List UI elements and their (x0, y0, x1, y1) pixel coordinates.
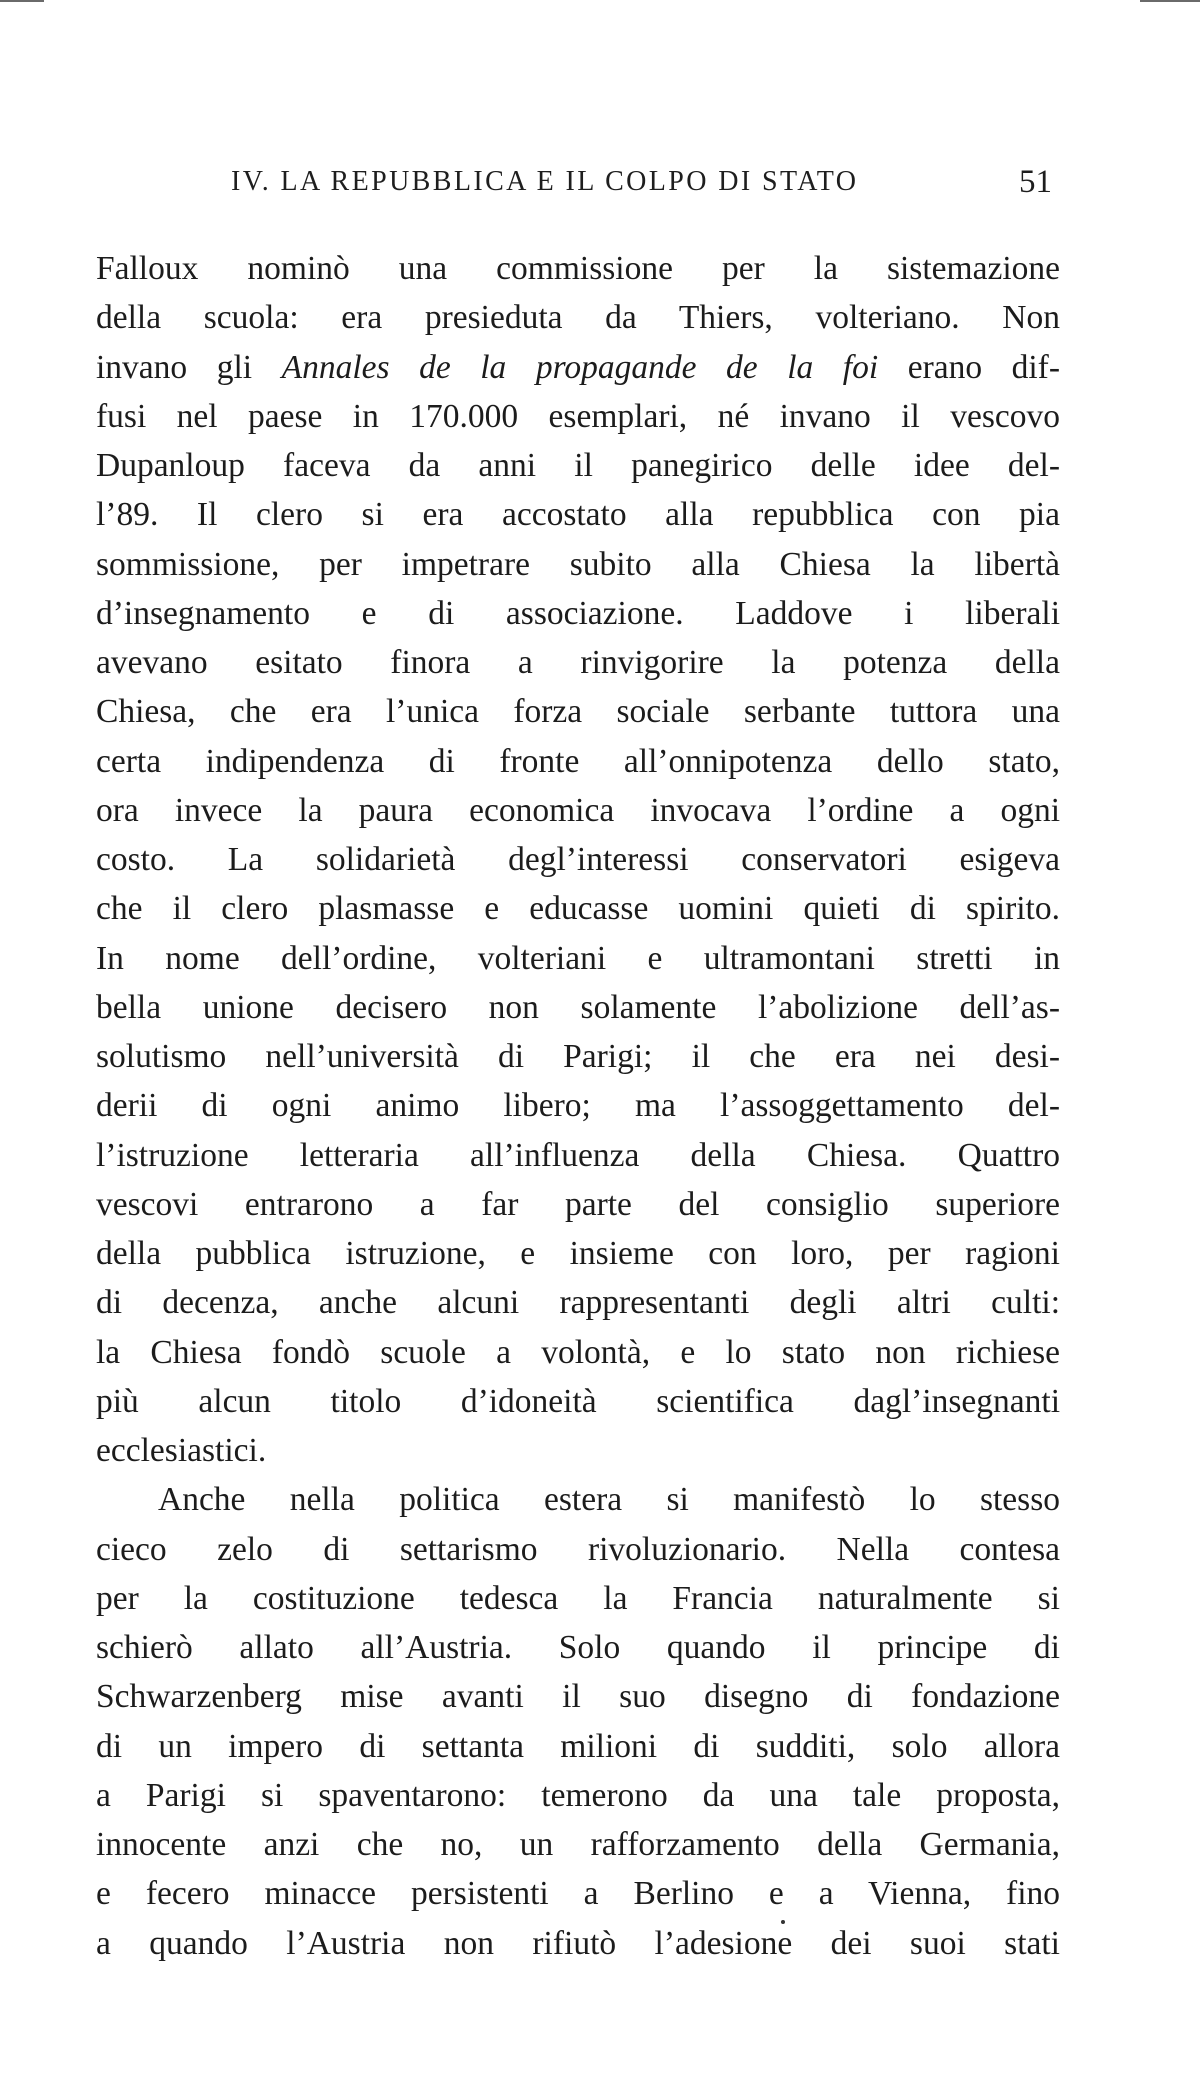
text-line: Schwarzenberg mise avanti il suo disegno di fondazione (96, 1678, 1060, 1716)
text-line: l’istruzione letteraria all’influenza della Chiesa. Quattro (96, 1136, 1060, 1174)
scan-edge-left (0, 0, 44, 2)
text-line: certa indipendenza di fronte all’onnipotenza dello stato, (96, 742, 1060, 780)
scan-edge-right (1140, 0, 1200, 2)
text-line: schierò allato all’Austria. Solo quando il principe di (96, 1629, 1060, 1666)
text-line: innocente anzi che no, un rafforzamento della Germania, (96, 1826, 1060, 1863)
text-line: d’insegnamento e di associazione. Laddove i liberali (96, 594, 1060, 632)
text-line: per la costituzione tedesca la Francia naturalmente si (96, 1579, 1060, 1617)
text-line: che il clero plasmasse e educasse uomini quieti di spirito. (96, 890, 1060, 928)
text-line: della pubblica istruzione, e insieme con loro, per ragioni (96, 1235, 1060, 1272)
text-line: derii di ogni animo libero; ma l’assoggettamento del- (96, 1087, 1060, 1125)
ink-speck (781, 1920, 785, 1924)
text-line: bella unione decisero non solamente l’abolizione dell’as- (96, 988, 1060, 1026)
text-line: e fecero minacce persistenti a Berlino e a Vienna, fino (96, 1875, 1060, 1913)
text-line: Chiesa, che era l’unica forza sociale serbante tuttora una (96, 693, 1060, 731)
text-line: la Chiesa fondò scuole a volontà, e lo stato non richiese (96, 1333, 1060, 1371)
text-line: vescovi entrarono a far parte del consiglio superiore (96, 1185, 1060, 1223)
text-line: In nome dell’ordine, volteriani e ultramontani stretti in (96, 939, 1060, 977)
text-line: della scuola: era presieduta da Thiers, volteriano. Non (96, 299, 1060, 337)
text-run: invano gli (96, 348, 282, 386)
text-line: più alcun titolo d’idoneità scientifica dagl’insegnanti (96, 1382, 1060, 1420)
text-line: a Parigi si spaventarono: temerono da una tale proposta, (96, 1776, 1060, 1814)
text-line: l’89. Il clero si era accostato alla repubblica con pia (96, 496, 1060, 534)
text-line: cieco zelo di settarismo rivoluzionario. Nella contesa (96, 1530, 1060, 1568)
running-title: IV. LA REPUBBLICA E IL COLPO DI STATO (231, 166, 859, 197)
text-line: a quando l’Austria non rifiutò l’adesione dei suoi stati (96, 1924, 1060, 1962)
text-line: di un impero di settanta milioni di sudditi, solo allora (96, 1727, 1060, 1765)
text-line: Falloux nominò una commissione per la sistemazione (96, 250, 1060, 287)
page-number: 51 (1019, 164, 1052, 200)
italic-title: Annales de la propagande de la foi (281, 348, 879, 386)
paragraph-1 (96, 244, 1060, 1475)
text-line: solutismo nell’università di Parigi; il che era nei desi- (96, 1038, 1060, 1075)
text-line: sommissione, per impetrare subito alla Chiesa la libertà (96, 545, 1060, 583)
text-line: ora invece la paura economica invocava l’ordine a ogni (96, 791, 1060, 829)
text-line: avevano esitato finora a rinvigorire la potenza della (96, 644, 1060, 681)
text-line: fusi nel paese in 170.000 esemplari, né invano il vescovo (96, 397, 1060, 435)
text-line: di decenza, anche alcuni rappresentanti degli altri culti: (96, 1284, 1060, 1322)
text-run: erano dif- (878, 348, 1060, 386)
text-line: costo. La solidarietà degl’interessi conservatori esigeva (96, 841, 1060, 878)
paragraph-2 (96, 1475, 1060, 1968)
text-line: Anche nella politica estera si manifestò lo stesso (158, 1481, 1060, 1519)
body-text (96, 244, 1060, 1968)
running-head (96, 166, 1060, 206)
text-line: ecclesiastici. (96, 1432, 267, 1469)
text-line (96, 343, 1060, 392)
text-line: Dupanloup faceva da anni il panegirico delle idee del- (96, 447, 1060, 484)
